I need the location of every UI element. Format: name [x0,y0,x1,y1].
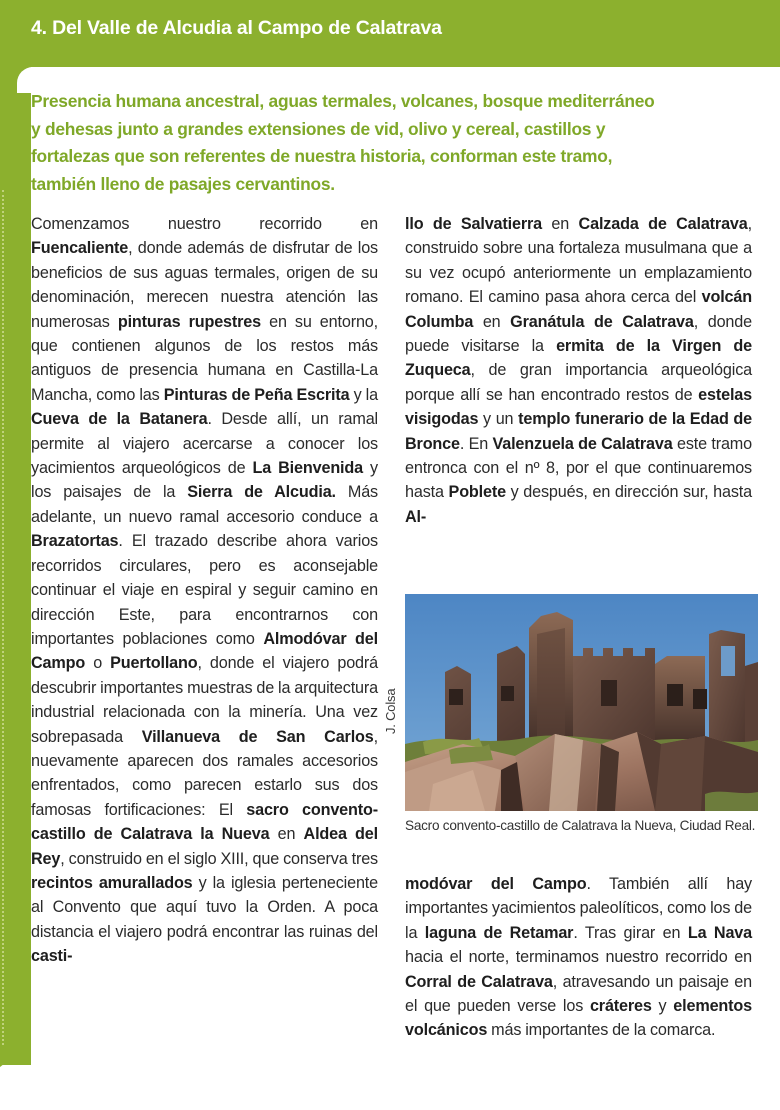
body-column-right-top: llo de Salvatierra en Calzada de Calatrava, construido sobre una fortaleza musulmana que a su vez ocupó anteriormente un emplazamiento romano. El camino pasa ahora cerca del volcán Columba en Granátula de Calatrava, donde puede visitarse la ermita de la Virgen de Zuqueca, de gran importancia arqueológica porque allí se han encontrado restos de estelas visigodas y un templo funerario de la Edad de Bronce. En Valenzuela de Calatrava este tramo entronca con el nº 8, por el que continuaremos hasta Poblete y después, en dirección sur, hasta Al- [405,215,753,526]
photo-caption: Sacro convento-castillo de Calatrava la Nueva, Ciudad Real. [405,818,756,833]
photo-credit: J. Colsa [383,688,398,734]
castle-photo-artwork [405,594,758,811]
page-title: 4. Del Valle de Alcudia al Campo de Calatrava [31,17,442,39]
body-column-right-bottom: modóvar del Campo. También allí hay importantes yacimientos paleolíticos, como los de la laguna de Retamar. Tras girar en La Nava hacia el norte, terminamos nuestro recorrido en Corral de Calatrava, atravesando un paisaje en el que pueden verse los cráteres y elementos volcánicos más importantes de la comarca. [405,875,753,1040]
photo-figure [383,594,758,811]
body-column-left: Comenzamos nuestro recorrido en Fuencaliente, donde además de disfrutar de los beneficios de sus aguas termales, origen de su denominación, merecen nuestra atención las numerosas pinturas rupestres en su entorno, que contienen algunos de los restos más antiguos de presencia humana en Castilla-La Mancha, como las Pinturas de Peña Escrita y la Cueva de la Batanera. Desde allí, un ramal permite al viajero acercarse a conocer los yacimientos arqueológicos de La Bienvenida y los paisajes de la Sierra de Alcudia. Más adelante, un nuevo ramal accesorio conduce a Brazatortas. El trazado describe ahora varios recorridos circulares, pero es aconsejable continuar el viaje en espiral y seguir camino en dirección Este, para encontrarnos con importantes poblaciones como Almodóvar del Campo o Puertollano, donde el viajero podrá descubrir importantes muestras de la arquitectura industrial relacionada con la minería. Una vez sobrepasada Villanueva de San Carlos, nuevamente aparecen dos ramales accesorios enfrentados, como parecen estarlo sus dos famosas fortificaciones: El sacro convento-castillo de Calatrava la Nueva en Aldea del Rey, construido en el siglo XIII, que conserva tres recintos amurallados y la iglesia perteneciente al Convento que aquí tuvo la Orden. A poca distancia el viajero podrá encontrar las ruinas del casti- [31,215,379,966]
left-dotted-rule [2,190,4,1045]
castle-photo [405,594,758,811]
left-strip-bottom-tip [0,1043,31,1067]
left-green-strip [0,67,31,1065]
intro-lead-paragraph: Presencia humana ancestral, aguas termales, volcanes, bosque mediterráneo y dehesas junto a grandes extensiones de vid, olivo y cereal, castillos y fortalezas que son referentes de nuestra historia, conforman este tramo, también lleno de pasajes cervantinos. [31,91,655,194]
